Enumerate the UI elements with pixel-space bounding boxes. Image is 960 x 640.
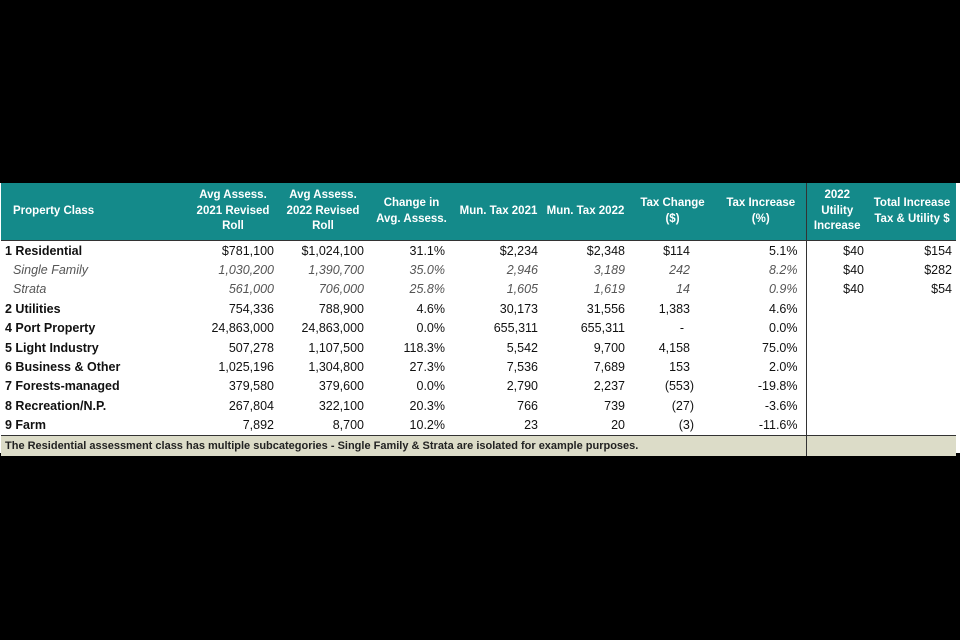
header-avg-2021: Avg Assess. 2021 Revised Roll xyxy=(188,183,278,241)
cell-avg-2021: 1,030,200 xyxy=(218,263,274,278)
cell-total-increase xyxy=(868,396,956,415)
cell-property-class: 1 Residential xyxy=(5,243,83,258)
cell-total-increase: $54 xyxy=(931,282,952,297)
cell-tax-change: (3) xyxy=(678,418,694,433)
header-tax-increase: Tax Increase (%) xyxy=(716,183,806,241)
cell-change-avg: 0.0% xyxy=(416,379,445,394)
cell-total-increase xyxy=(868,416,956,436)
cell-avg-2021: 24,863,000 xyxy=(211,321,274,336)
cell-avg-2022: 379,600 xyxy=(318,379,364,394)
cell-tax-increase: 8.2% xyxy=(769,263,798,278)
cell-mun-tax-2022: 9,700 xyxy=(593,340,625,355)
cell-mun-tax-2022: 655,311 xyxy=(580,321,625,336)
cell-property-class: 4 Port Property xyxy=(5,321,96,336)
cell-avg-2021: 7,892 xyxy=(242,418,274,433)
cell-utility-increase xyxy=(806,357,868,376)
header-utility-increase: 2022 Utility Increase xyxy=(806,183,868,241)
cell-property-class: Single Family xyxy=(13,263,89,278)
cell-tax-increase: 75.0% xyxy=(762,340,798,355)
cell-avg-2022: 1,107,500 xyxy=(308,340,364,355)
cell-property-class: 2 Utilities xyxy=(5,301,61,316)
cell-tax-change: - xyxy=(679,321,684,336)
cell-utility-increase xyxy=(806,416,868,436)
header-property-class: Property Class xyxy=(1,183,188,241)
cell-change-avg: 20.3% xyxy=(409,398,445,413)
cell-tax-change: (27) xyxy=(671,398,694,413)
table-header xyxy=(1,183,956,241)
cell-avg-2021: 379,580 xyxy=(228,379,274,394)
cell-tax-change: 153 xyxy=(669,360,690,375)
cell-mun-tax-2021: 1,605 xyxy=(506,282,538,297)
table-row xyxy=(1,280,956,299)
cell-mun-tax-2022: $2,348 xyxy=(586,243,625,258)
header-avg-2022: Avg Assess. 2022 Revised Roll xyxy=(278,183,368,241)
cell-avg-2021: 1,025,196 xyxy=(218,360,274,375)
table-row xyxy=(1,299,956,318)
table-row xyxy=(1,260,956,279)
cell-mun-tax-2021: 2,790 xyxy=(506,379,538,394)
cell-avg-2022: 8,700 xyxy=(332,418,364,433)
cell-total-increase xyxy=(868,299,956,318)
cell-property-class: 5 Light Industry xyxy=(5,340,99,355)
cell-utility-increase xyxy=(806,338,868,357)
cell-property-class: 9 Farm xyxy=(5,418,46,433)
cell-change-avg: 27.3% xyxy=(409,360,445,375)
cell-mun-tax-2022: 20 xyxy=(611,418,625,433)
cell-change-avg: 118.3% xyxy=(403,340,445,355)
cell-mun-tax-2021: 30,173 xyxy=(499,301,538,316)
cell-utility-increase xyxy=(806,319,868,338)
cell-tax-change: 242 xyxy=(669,263,690,278)
footnote-row xyxy=(1,435,956,456)
table-body xyxy=(1,241,956,436)
footnote: The Residential assessment class has multiple subcategories - Single Family & Strata are isolated for example purposes. xyxy=(1,435,806,456)
table-row xyxy=(1,416,956,436)
cell-mun-tax-2021: 23 xyxy=(524,418,538,433)
cell-avg-2021: 561,000 xyxy=(228,282,274,297)
cell-tax-increase: -3.6% xyxy=(764,398,798,413)
cell-avg-2022: 706,000 xyxy=(318,282,364,297)
header-mun-tax-2021: Mun. Tax 2021 xyxy=(455,183,542,241)
cell-mun-tax-2021: 766 xyxy=(517,398,538,413)
cell-utility-increase xyxy=(806,396,868,415)
cell-tax-increase: 0.9% xyxy=(769,282,798,297)
footnote-blank xyxy=(806,435,956,456)
property-tax-table xyxy=(1,183,956,456)
cell-mun-tax-2021: 655,311 xyxy=(493,321,538,336)
header-tax-change: Tax Change ($) xyxy=(629,183,716,241)
cell-avg-2022: 1,390,700 xyxy=(308,263,364,278)
cell-property-class: 7 Forests-managed xyxy=(5,379,120,394)
cell-tax-increase: -19.8% xyxy=(757,379,798,394)
cell-tax-change: 1,383 xyxy=(658,301,690,316)
cell-change-avg: 4.6% xyxy=(416,301,445,316)
table-row xyxy=(1,377,956,396)
cell-mun-tax-2022: 7,689 xyxy=(593,360,625,375)
cell-property-class: 8 Recreation/N.P. xyxy=(5,398,107,413)
table-row xyxy=(1,357,956,376)
tax-table-sheet xyxy=(0,183,960,453)
header-total-increase: Total Increase Tax & Utility $ xyxy=(868,183,956,241)
cell-mun-tax-2022: 739 xyxy=(604,398,625,413)
cell-total-increase xyxy=(868,319,956,338)
cell-change-avg: 31.1% xyxy=(409,243,445,258)
cell-tax-increase: 5.1% xyxy=(769,243,798,258)
cell-avg-2021: 507,278 xyxy=(228,340,274,355)
cell-total-increase: $154 xyxy=(924,243,952,258)
table-row xyxy=(1,396,956,415)
cell-mun-tax-2022: 3,189 xyxy=(593,263,625,278)
cell-tax-change: 4,158 xyxy=(658,340,690,355)
cell-change-avg: 35.0% xyxy=(409,263,445,278)
cell-utility-increase: $40 xyxy=(806,260,868,279)
cell-utility-increase: $40 xyxy=(806,280,868,299)
cell-avg-2022: 322,100 xyxy=(318,398,364,413)
cell-avg-2022: $1,024,100 xyxy=(301,243,364,258)
table-row xyxy=(1,338,956,357)
cell-mun-tax-2021: 7,536 xyxy=(506,360,538,375)
cell-change-avg: 0.0% xyxy=(416,321,445,336)
cell-total-increase: $282 xyxy=(924,263,952,278)
cell-tax-change: (553) xyxy=(664,379,694,394)
cell-tax-increase: 4.6% xyxy=(769,301,798,316)
cell-tax-increase: 0.0% xyxy=(769,321,798,336)
cell-avg-2021: 267,804 xyxy=(228,398,274,413)
cell-avg-2022: 24,863,000 xyxy=(301,321,364,336)
cell-total-increase xyxy=(868,338,956,357)
cell-avg-2021: 754,336 xyxy=(228,301,274,316)
cell-tax-increase: -11.6% xyxy=(758,418,798,433)
cell-change-avg: 10.2% xyxy=(409,418,445,433)
table-row xyxy=(1,241,956,261)
cell-tax-change: $114 xyxy=(663,243,690,258)
cell-tax-increase: 2.0% xyxy=(769,360,798,375)
cell-total-increase xyxy=(868,357,956,376)
cell-mun-tax-2022: 1,619 xyxy=(593,282,625,297)
cell-mun-tax-2021: $2,234 xyxy=(499,243,538,258)
cell-mun-tax-2021: 5,542 xyxy=(506,340,538,355)
header-mun-tax-2022: Mun. Tax 2022 xyxy=(542,183,629,241)
cell-avg-2021: $781,100 xyxy=(221,243,274,258)
cell-mun-tax-2022: 2,237 xyxy=(593,379,625,394)
cell-mun-tax-2021: 2,946 xyxy=(506,263,538,278)
cell-property-class: 6 Business & Other xyxy=(5,360,121,375)
cell-avg-2022: 1,304,800 xyxy=(308,360,364,375)
table-row xyxy=(1,319,956,338)
cell-change-avg: 25.8% xyxy=(409,282,445,297)
cell-total-increase xyxy=(868,377,956,396)
cell-tax-change: 14 xyxy=(676,282,690,297)
cell-utility-increase: $40 xyxy=(806,241,868,261)
cell-property-class: Strata xyxy=(13,282,47,297)
cell-mun-tax-2022: 31,556 xyxy=(586,301,625,316)
header-change-avg: Change in Avg. Assess. xyxy=(368,183,455,241)
cell-avg-2022: 788,900 xyxy=(318,301,364,316)
cell-utility-increase xyxy=(806,377,868,396)
cell-utility-increase xyxy=(806,299,868,318)
